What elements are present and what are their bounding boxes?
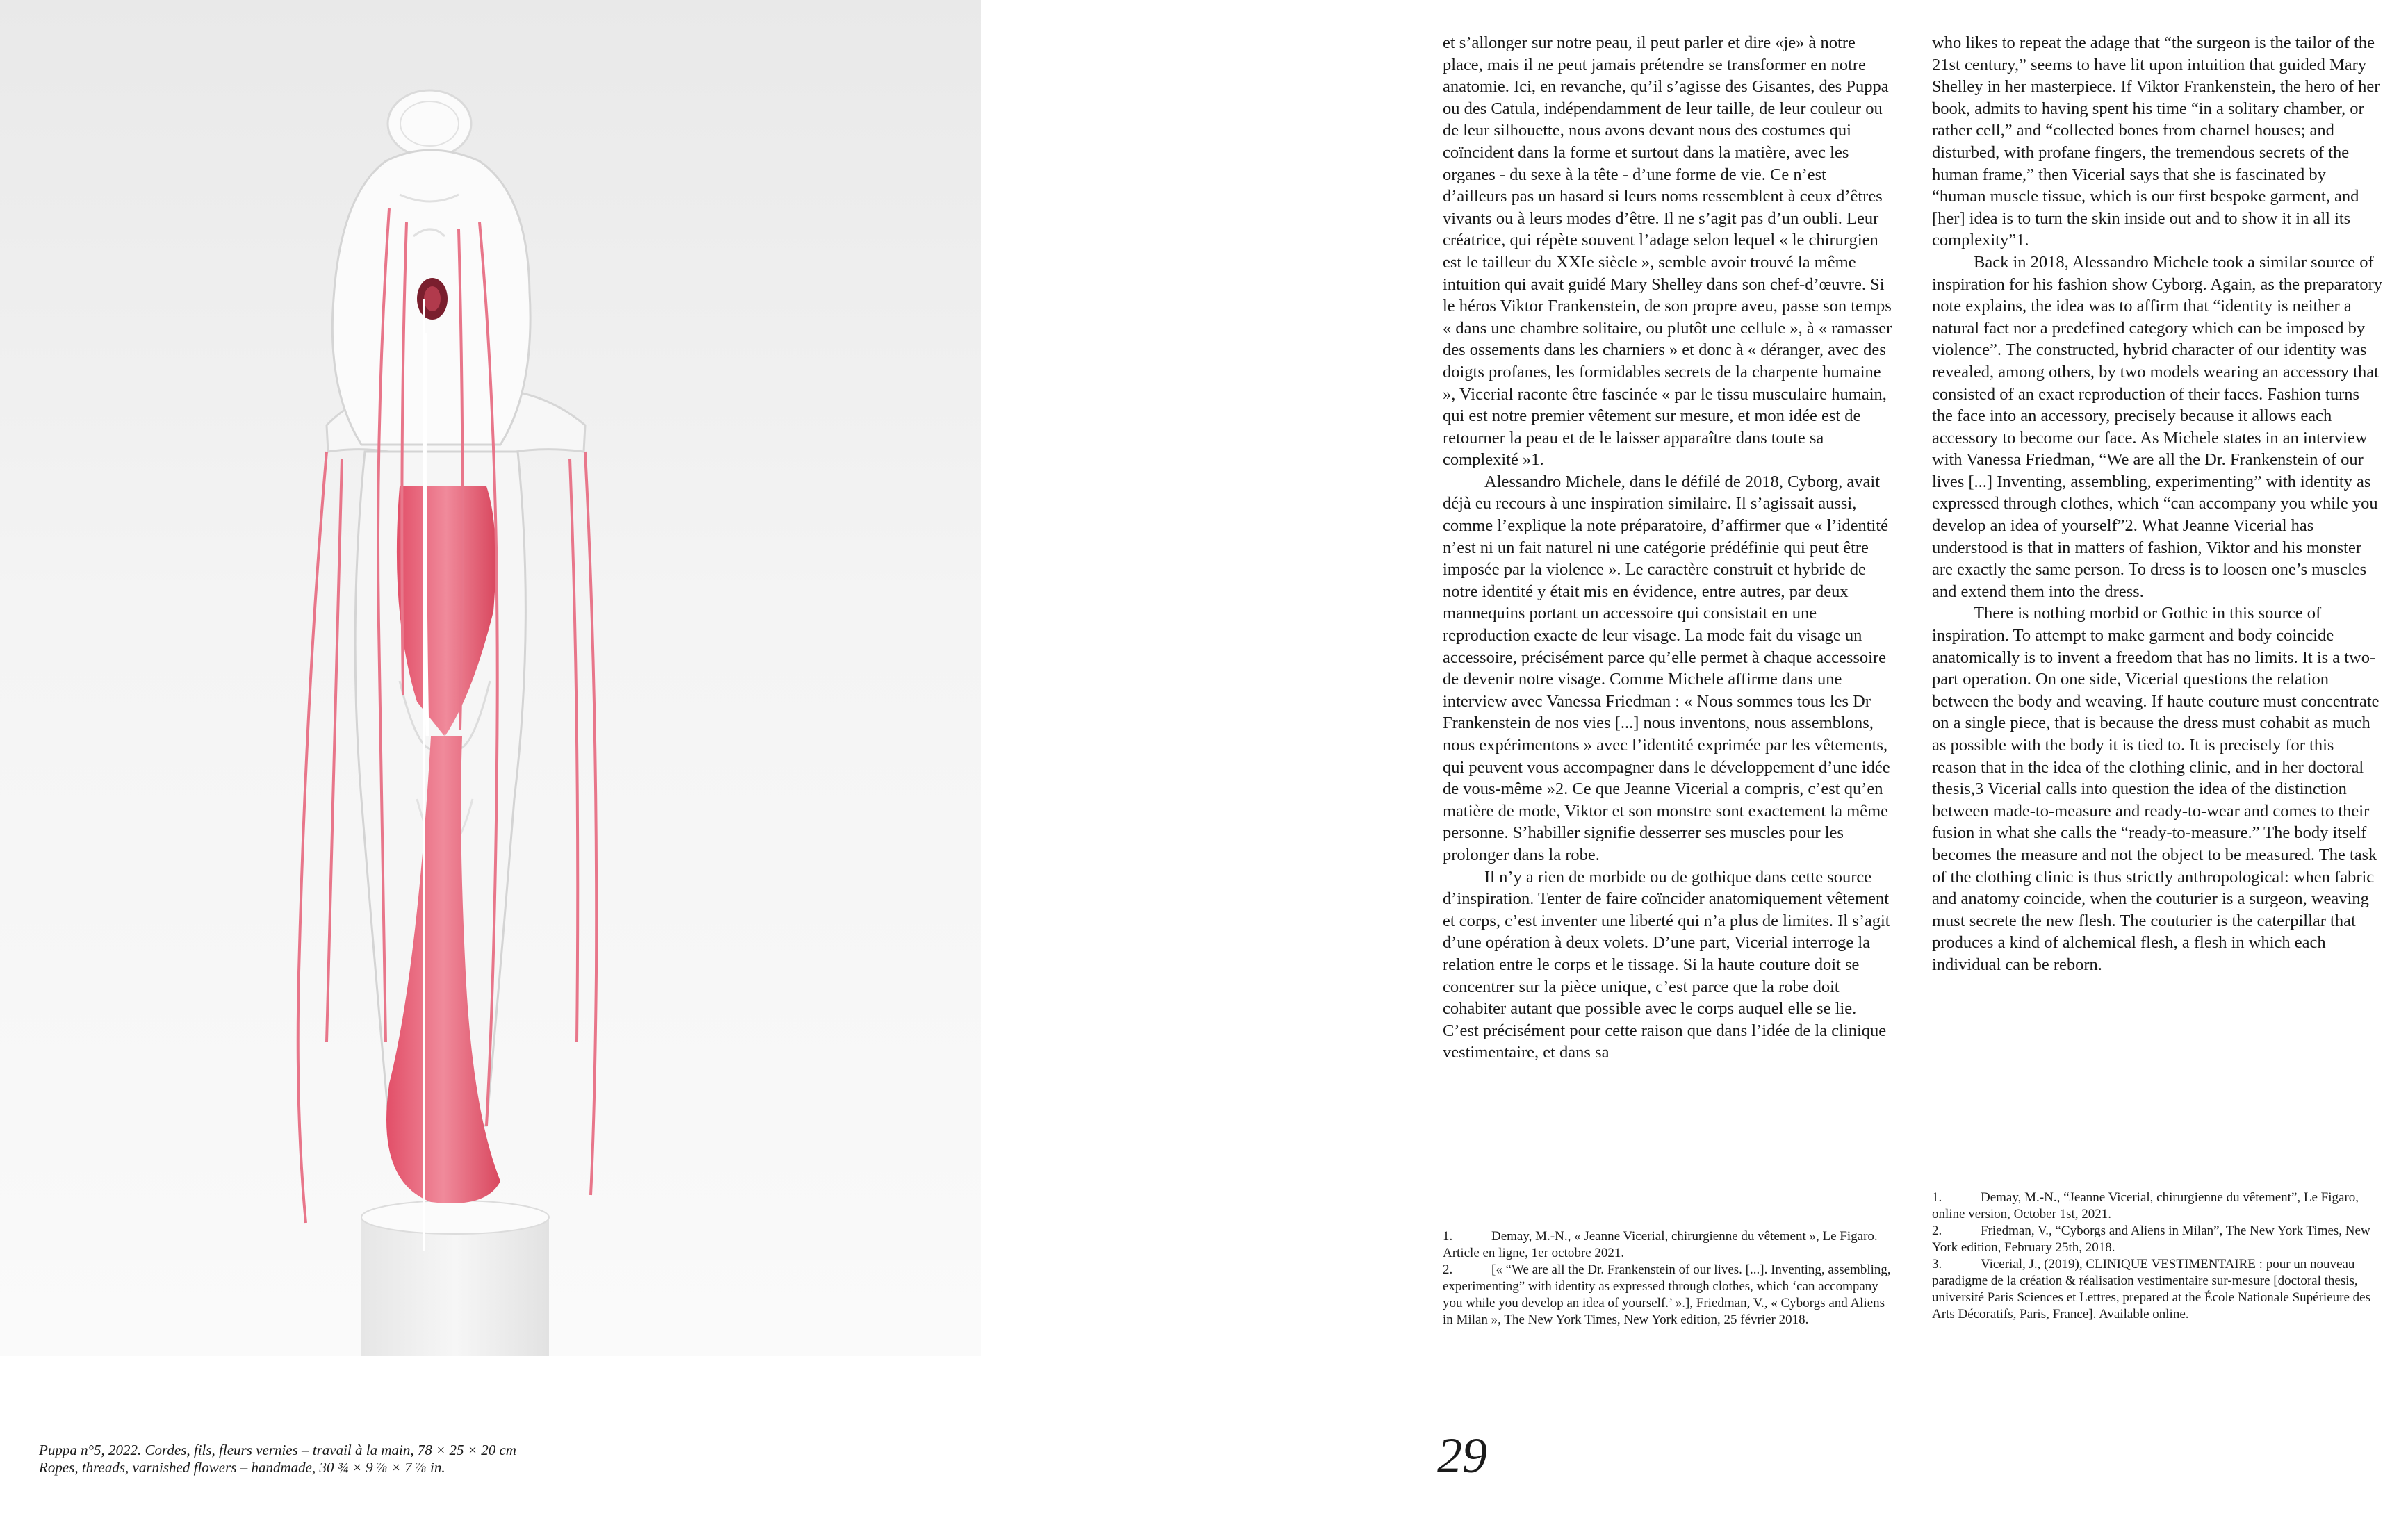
- varnished-flower: [417, 278, 448, 320]
- footnote-number: 1.: [1932, 1190, 1942, 1205]
- sculpture-illustration: [0, 0, 981, 1356]
- english-paragraph-2: Back in 2018, Alessandro Michele took a similar source of inspiration for his fashion show Cyborg. Again, as the preparatory note explains, the idea was to affirm that “identity is neither a natural fact nor a predefined category which can be imposed by violence”. The constructed, hybrid character of our identity was revealed, among others, by two models wearing an accessory that consisted of an exact reproduction of their faces. Fashion turns the face into an accessory, precisely because it allows each accessory to become our face. As Michele states in an interview with Vanessa Friedman, “We are all the Dr. Frankenstein of our lives [...] Inventing, assembling, experimenting” with identity as expressed through clothes, which “can accompany you while you develop an idea of yourself”2. What Jeanne Vicerial has understood is that in matters of fashion, Viktor and his monster are exactly the same person. To dress is to loosen one’s muscles and extend them into the dress.: [1932, 252, 2383, 601]
- footnote-text: Vicerial, J., (2019), CLINIQUE VESTIMENTAIRE : pour un nouveau paradigme de la création & réalisation vestimentaire sur-mesure [doctoral thesis, université Paris Sciences et Lettres, prepared at the École Nationale Supérieure des Arts Décoratifs, Paris, France]. Available online.: [1932, 1257, 2370, 1321]
- footnote-text: Demay, M.-N., “Jeanne Vicerial, chirurgienne du vêtement”, Le Figaro, online version, October 1st, 2021.: [1932, 1190, 2359, 1221]
- english-paragraph-1: who likes to repeat the adage that “the surgeon is the tailor of the 21st century,” seems to have lit upon intuition that guided Mary Shelley in her masterpiece. If Viktor Frankenstein, the hero of her book, admits to having spent his time “in a solitary chamber, or rather cell,” and “collected bones from charnel houses; and disturbed, with profane fingers, the tremendous secrets of the human frame,” then Vicerial says that she is fascinated by “human muscle tissue, which is our first bespoke garment, and [her] idea is to turn the skin inside out and to show it in all its complexity”1.: [1932, 33, 2380, 250]
- footnote-text: [« “We are all the Dr. Frankenstein of our lives. [...]. Inventing, assembling, experimenting” with identity as expressed through clothes, which ‘can accompany you while you develop an idea of yourself.’ ».], Friedman, V., « Cyborgs and Aliens in Milan », The New York Times, New York edition, 25 février 2018.: [1443, 1262, 1891, 1327]
- footnote: [1443, 1262, 1893, 1328]
- artwork-caption: [39, 1442, 664, 1476]
- page-number: 29: [1437, 1428, 1487, 1483]
- french-footnotes: [1443, 1228, 1893, 1328]
- french-column: [1443, 32, 1893, 1064]
- english-column: [1932, 32, 2382, 976]
- footnote: [1443, 1228, 1893, 1262]
- french-paragraph-1: et s’allonger sur notre peau, il peut parler et dire «je» à notre place, mais il ne peut jamais prétendre se transformer en notre anatomie. Ici, en revanche, qu’il s’agisse des Gisantes, des Puppa ou des Catula, indépendamment de leur taille, de leur couleur ou de leur silhouette, nous avons devant nous des costumes qui coïncident dans la forme et surtout dans la matière, avec les organes - du sexe à la tête - d’une forme de vie. Ce n’est d’ailleurs pas un hasard si leurs noms ressemblent à ceux d’êtres vivants ou à leurs modes d’être. Il ne s’agit pas d’un oubli. Leur créatrice, qui répète souvent l’adage selon lequel « le chirurgien est le tailleur du XXIe siècle », semble avoir trouvé la même intuition qui avait guidé Mary Shelley dans son chef-d’œuvre. Si le héros Viktor Frankenstein, de son propre aveu, passe son temps « dans une chambre solitaire, ou plutôt une cellule », à « ramasser des ossements dans les charniers » et donc à « déranger, avec des doigts profanes, les formidables secrets de la charpente humaine », Vicerial raconte être fascinée « par le tissu musculaire humain, qui est notre premier vêtement sur mesure, et mon idée est de retourner la peau et de le laisser apparaître dans toute sa complexité »1.: [1443, 33, 1892, 470]
- footnote-text: Demay, M.-N., « Jeanne Vicerial, chirurgienne du vêtement », Le Figaro. Article en ligne, 1er octobre 2021.: [1443, 1229, 1878, 1260]
- footnote-number: 2.: [1932, 1224, 1942, 1238]
- caption-french: Puppa n°5, 2022. Cordes, fils, fleurs vernies – travail à la main, 78 × 25 × 20 cm: [39, 1442, 516, 1458]
- english-paragraph-3: There is nothing morbid or Gothic in this source of inspiration. To attempt to make garment and body coincide anatomically is to invent a freedom that has no limits. It is a two-part operation. On one side, Vicerial questions the relation between the body and weaving. If haute couture must concentrate on a single piece, that is because the dress must cohabit as much as possible with the body it is tied to. It is precisely for this reason that in the idea of the clothing clinic, and in her doctoral thesis,3 Vicerial calls into question the idea of the distinction between made-to-measure and ready-to-wear and comes to their fusion in what she calls the “ready-to-measure.” The body itself becomes the measure and not the object to be measured. The task of the clothing clinic is thus strictly anthropological: when fabric and anatomy coincide, when the couturier is a surgeon, weaving must secrete the new flesh. The couturier is the caterpillar that produces a kind of alchemical flesh, a flesh in which each individual can be reborn.: [1932, 604, 2380, 974]
- pedestal: [361, 1201, 549, 1356]
- french-paragraph-3: Il n’y a rien de morbide ou de gothique dans cette source d’inspiration. Tenter de faire coïncider anatomiquement vêtement et corps, c’est inventer une liberté qui n’a plus de limites. Il s’agit d’une opération à deux volets. D’une part, Vicerial interroge la relation entre le corps et le tissage. Si la haute couture doit se concentrer sur la pièce unique, c’est parce que la robe doit cohabiter autant que possible avec le corps auquel elle se lie. C’est précisément pour cette raison que dans l’idée de la clinique vestimentaire, et dans sa: [1443, 867, 1890, 1062]
- footnote: [1932, 1256, 2382, 1323]
- caption-english: Ropes, threads, varnished flowers – handmade, 30 ¾ × 9 ⅞ × 7 ⅞ in.: [39, 1459, 445, 1476]
- footnote-number: 2.: [1443, 1262, 1453, 1277]
- footnote-number: 1.: [1443, 1229, 1453, 1244]
- footnote: [1932, 1223, 2382, 1256]
- footnote-number: 3.: [1932, 1257, 1942, 1271]
- footnote: [1932, 1189, 2382, 1223]
- artwork-photo: [0, 0, 981, 1356]
- halo: [388, 90, 471, 157]
- footnote-text: Friedman, V., “Cyborgs and Aliens in Milan”, The New York Times, New York edition, February 25th, 2018.: [1932, 1224, 2370, 1255]
- english-footnotes: [1932, 1189, 2382, 1323]
- french-paragraph-2: Alessandro Michele, dans le défilé de 2018, Cyborg, avait déjà eu recours à une inspiration similaire. Il s’agissait aussi, comme l’explique la note préparatoire, d’affirmer que « l’identité n’est ni un fait naturel ni une catégorie prédéfinie qui peut être imposée par la violence ». Le caractère construit et hybride de notre identité y était mis en évidence, entre autres, par deux mannequins portant un accessoire qui consistait en une reproduction exacte de leur visage. La mode fait du visage un accessoire, précisément parce qu’elle permet à chaque accessoire de devenir notre visage. Comme Michele affirme dans une interview avec Vanessa Friedman : « Nous sommes tous les Dr Frankenstein de nos vies [...] nous inventons, nous assemblons, nous expérimentons » avec l’identité exprimée par les vêtements, qui peuvent vous accompagner dans le développement d’une idée de vous-même »2. Ce que Jeanne Vicerial a compris, c’est qu’en matière de mode, Viktor et son monstre sont exactement la même personne. S’habiller signifie desserrer ses muscles pour les prolonger dans la robe.: [1443, 472, 1890, 864]
